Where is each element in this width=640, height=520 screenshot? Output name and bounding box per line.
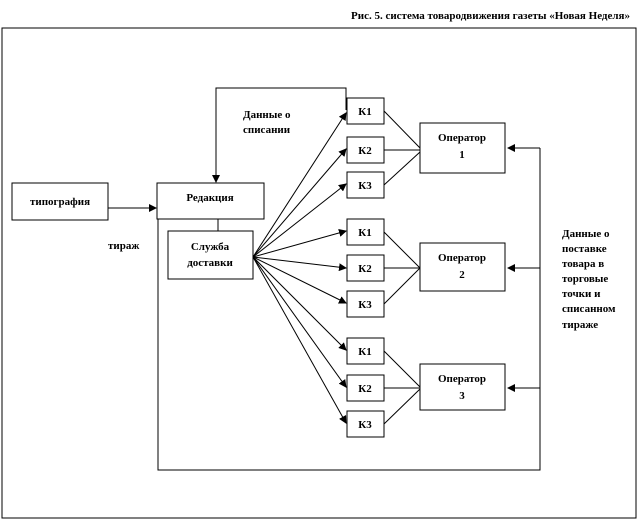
outer-frame xyxy=(2,28,636,518)
svg-text:Оператор: Оператор xyxy=(438,132,486,144)
svg-text:поставке: поставке xyxy=(562,243,607,255)
supply-data-label xyxy=(562,228,616,331)
k-box xyxy=(347,98,384,124)
svg-text:К3: К3 xyxy=(358,299,372,311)
editorial-label: Редакция xyxy=(186,192,234,204)
svg-text:тираже: тираже xyxy=(562,319,599,331)
writeoff-label-line1: Данные о xyxy=(243,109,291,121)
operator-box-1 xyxy=(420,123,505,173)
k-box xyxy=(347,137,384,163)
svg-text:торговые: торговые xyxy=(562,273,609,285)
circulation-label: тираж xyxy=(108,240,140,252)
delivery-label-line2: доставки xyxy=(187,257,233,269)
svg-text:К2: К2 xyxy=(358,145,372,157)
writeoff-label-line2: списании xyxy=(243,124,291,136)
svg-text:2: 2 xyxy=(459,269,465,281)
k-box xyxy=(347,291,384,317)
k-to-operator-lines xyxy=(384,111,420,424)
k-box xyxy=(347,255,384,281)
svg-text:К1: К1 xyxy=(358,346,372,358)
svg-text:Данные о: Данные о xyxy=(562,228,610,240)
svg-text:товара в: товара в xyxy=(562,258,605,270)
delivery-arrows xyxy=(253,113,346,423)
k-box xyxy=(347,219,384,245)
svg-text:Оператор: Оператор xyxy=(438,252,486,264)
svg-text:К1: К1 xyxy=(358,227,372,239)
printing-box xyxy=(12,183,108,220)
svg-text:К1: К1 xyxy=(358,106,372,118)
printing-label: типография xyxy=(29,196,91,208)
delivery-label-line1: Служба xyxy=(190,241,230,253)
svg-text:3: 3 xyxy=(459,390,465,402)
k-box xyxy=(347,411,384,437)
figure-caption: Рис. 5. система товародвижения газеты «Новая Неделя» xyxy=(351,10,630,22)
editorial-box xyxy=(157,183,264,219)
svg-text:Оператор: Оператор xyxy=(438,373,486,385)
svg-text:К3: К3 xyxy=(358,419,372,431)
k-box xyxy=(347,338,384,364)
svg-text:К2: К2 xyxy=(358,263,372,275)
delivery-service-box xyxy=(168,231,253,279)
k-box xyxy=(347,172,384,198)
svg-text:К2: К2 xyxy=(358,383,372,395)
k-box xyxy=(347,375,384,401)
svg-text:точки и: точки и xyxy=(562,288,601,300)
svg-text:списанном: списанном xyxy=(562,303,616,315)
operator-box-2 xyxy=(420,243,505,291)
svg-text:К3: К3 xyxy=(358,180,372,192)
operator-box-3 xyxy=(420,364,505,410)
svg-text:1: 1 xyxy=(459,149,465,161)
